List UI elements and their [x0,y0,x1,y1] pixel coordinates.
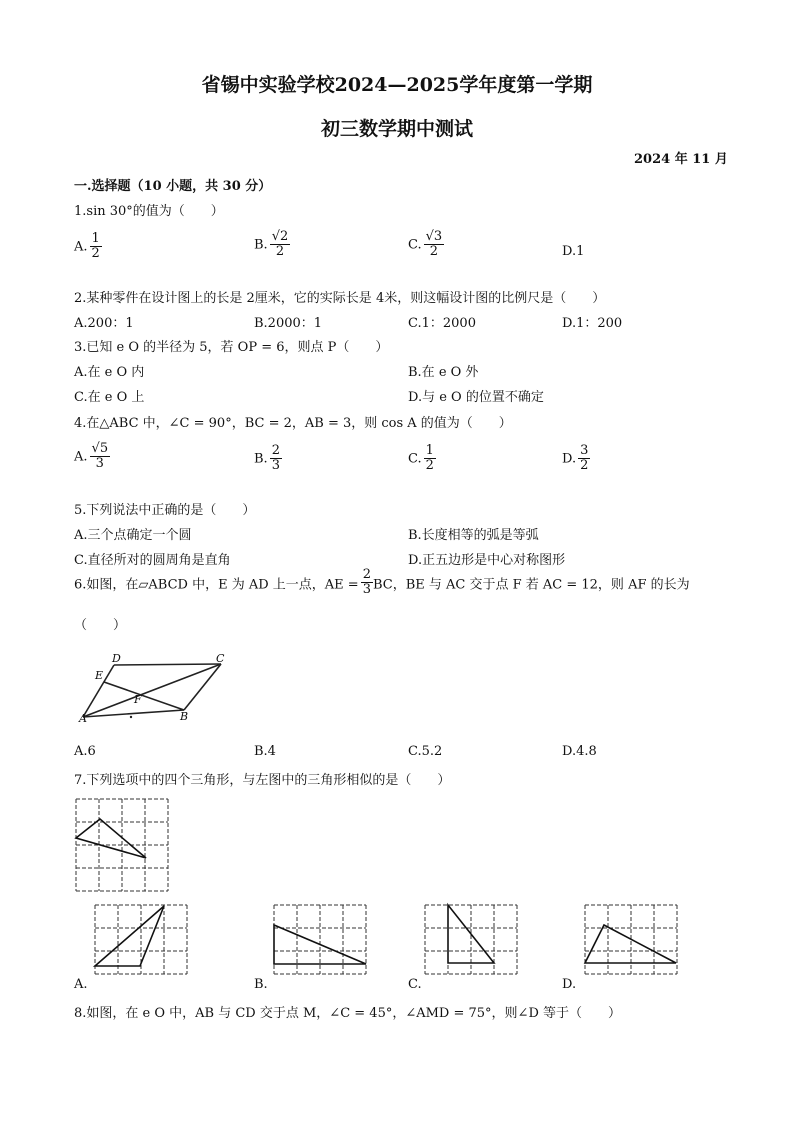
q7-option-a-triangle [95,906,164,966]
q5-option-a[interactable]: A.三个点确定一个圆 [74,528,192,543]
exam-date: 2024 年 11 月 [634,152,728,167]
q6-label-d: D [112,652,121,665]
q6-option-a[interactable]: A.6 [74,744,96,759]
q1-b-label: B. [254,237,268,253]
section-heading: 一.选择题（10 小题，共 30 分） [74,179,272,194]
q6-stem-part2: BC，BE 与 AC 交于点 F 若 AC = 12，则 AF 的长为 [372,577,690,593]
q7-option-c[interactable]: C. [408,977,422,992]
q3-option-b[interactable]: B.在 e O 外 [408,365,479,380]
q1-stem: 1.sin 30°的值为（ ） [74,204,224,219]
q7-stem: 7.下列选项中的四个三角形，与左图中的三角形相似的是（ ） [74,773,451,788]
exam-title: 省锡中实验学校2024—2025学年度第一学期 [201,74,593,96]
q2-option-d[interactable]: D.1：200 [562,316,623,331]
q7-reference-grid [76,799,168,891]
q6-stem-part1: 6.如图，在▱ABCD 中，E 为 AD 上一点，AE = [74,577,359,593]
q4-d-label: D. [562,451,577,467]
q1-b-fraction: $\frac{√2}{2}$ [271,229,289,260]
q6-option-b[interactable]: B.4 [254,744,276,759]
q5-stem: 5.下列说法中正确的是（ ） [74,503,256,518]
q4-a-fraction: $\frac{√5}{3}$ [91,441,109,472]
q3-option-c[interactable]: C.在 e O 上 [74,390,145,405]
q8-stem: 8.如图，在 e O 中，AB 与 CD 交于点 M，∠C = 45°，∠AMD = 75°，则∠D 等于（ ） [74,1006,622,1021]
q5-option-d[interactable]: D.正五边形是中心对称图形 [408,553,566,568]
q7-option-a[interactable]: A. [74,977,88,992]
q2-stem: 2.某种零件在设计图上的长是 2厘米，它的实际长是 4米，则这幅设计图的比例尺是（ ） [74,291,606,306]
q2-option-b[interactable]: B.2000：1 [254,316,323,331]
q5-option-b[interactable]: B.长度相等的弧是等弧 [408,528,539,543]
q4-d-fraction: $\frac{3}{2}$ [580,443,589,474]
q1-a-label: A. [74,239,88,255]
q4-c-label: C. [408,451,422,467]
q4-a-label: A. [74,449,88,465]
q7-option-b[interactable]: B. [254,977,268,992]
q4-b-label: B. [254,451,268,467]
q6-label-f: F [134,693,142,706]
q4-c-fraction: $\frac{1}{2}$ [425,443,434,474]
q6-label-e: E [95,669,104,682]
q6-label-b: B [180,710,189,723]
q2-option-a[interactable]: A.200：1 [74,316,134,331]
q6-stem-paren: （ ） [74,618,127,633]
q4-stem: 4.在△ABC 中，∠C = 90°，BC = 2，AB = 3，则 cos A 的值为（ ） [74,416,512,431]
q1-c-fraction: $\frac{√3}{2}$ [425,229,443,260]
q2-option-c[interactable]: C.1：2000 [408,316,476,331]
q1-a-fraction: $\frac{1}{2}$ [91,231,100,262]
q1-c-label: C. [408,237,422,253]
q5-option-c[interactable]: C.直径所对的圆周角是直角 [74,553,231,568]
q6-option-d[interactable]: D.4.8 [562,744,597,759]
q6-option-c[interactable]: C.5.2 [408,744,443,759]
q6-label-a: A [79,712,87,725]
q6-stem-fraction: $\frac{2}{3}$ [362,567,371,598]
q7-reference-triangle [76,819,146,858]
q1-option-d[interactable]: D.1 [562,244,585,259]
q6-label-c: C [216,652,225,665]
q7-option-d[interactable]: D. [562,977,577,992]
q3-stem: 3.已知 e O 的半径为 5，若 OP = 6，则点 P（ ） [74,340,389,355]
q3-option-d[interactable]: D.与 e O 的位置不确定 [408,390,544,405]
exam-subtitle: 初三数学期中测试 [320,118,473,140]
q3-option-a[interactable]: A.在 e O 内 [74,365,145,380]
q4-b-fraction: $\frac{2}{3}$ [271,443,280,474]
